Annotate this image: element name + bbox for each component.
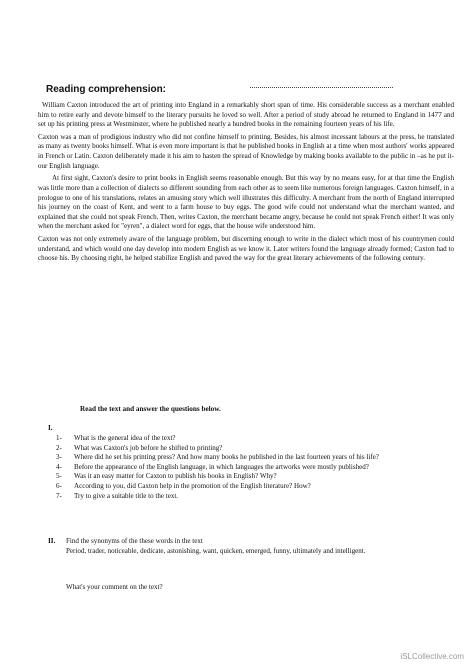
synonyms-word-list: Period, trader, noticeable, dedicate, astonishing, want, quicken, emerged, funny, ultimately and intelligent. <box>66 546 366 555</box>
passage-paragraph-2: Caxton was a man of prodigious industry who did not confine himself to printing. Besides, his almost incessant labours at the press, he translated as many as twenty books himself. What is even more important is that he published books in English at a time when most authors' works appeared in French or Latin. Caxton deliberately made it his aim to hasten the spread of Knowledge by making books available to the public in –as he put it- our English language. <box>38 132 454 170</box>
question-item: 6- According to you, did Caxton help in the promotion of the English literature? How? <box>56 481 311 490</box>
question-item: 3- Where did he set his printing press? And how many books he published in the last fourteen years of his life? <box>56 453 379 462</box>
passage-paragraph-1: William Caxton introduced the art of printing into England in a remarkably short span of time. His considerable success as a merchant enabled him to retire early and devote himself to the literary pursuits he loved so well. After a period of study abroad he returned to England in 1477 and set up his printing press at Westminster, where he published nearly a hundred books in the remaining fourteen years of his life. <box>38 101 454 129</box>
title-row <box>46 79 446 93</box>
question-item: 2- What was Caxton's job before he shifted to printing? <box>56 443 223 452</box>
question-list <box>56 434 436 501</box>
question-item: 7- Try to give a suitable title to the text. <box>56 491 179 500</box>
section-2-numeral: II. <box>48 537 56 545</box>
passage-paragraph-4: Caxton was not only extremely aware of the language problem, but discerning enough to write in the dialect which most of his countrymen could understand, and which would one day develop into modern English as we know it. Later writers found the language already formed; Caxton had to choose his. By choosing right, he helped stabilize English and paved the way for the great literary achievements of the following century. <box>38 235 454 263</box>
passage-paragraph-3: At first sight, Caxton's desire to print books in English seems reasonable enough. But this way by no means easy, for at that time the English was little more than a collection of dialects so different sounding from each other as to seem like numerous foreign languages. Caxton himself, in a prologue to one of his translations, relates an amusing story which well illustrates this difficulty. A merchant from the north of England interrupted his journey on the coast of Kent, and went to a farm house to buy eggs. The good wife could not understand what the merchant wanted, and explained that she could not speak French. Then, writes Caxton, the merchant became angry, because he could not speak French either! It was only when the merchant asked for "eyren", a dialect word for eggs, that the house wife understood him. <box>38 174 454 231</box>
name-blank-line <box>250 87 393 88</box>
section-1-numeral: I. <box>48 424 53 432</box>
reading-passage <box>38 101 454 267</box>
instructions: Read the text and answer the questions below. <box>80 405 221 413</box>
question-item: 1- What is the general idea of the text? <box>56 434 176 442</box>
page-title: Reading comprehension: <box>46 84 167 95</box>
question-item: 4- Before the appearance of the English language, in which languages the artworks were mostly published? <box>56 462 369 471</box>
comment-prompt: What's your comment on the text? <box>66 583 163 591</box>
synonyms-prompt: Find the synonyms of the these words in the text <box>66 537 203 545</box>
question-item: 5- Was it an easy matter for Caxton to publish his books in English? Why? <box>56 472 277 481</box>
synonyms-section <box>56 537 436 556</box>
site-watermark: iSLCollective.com <box>400 652 464 661</box>
